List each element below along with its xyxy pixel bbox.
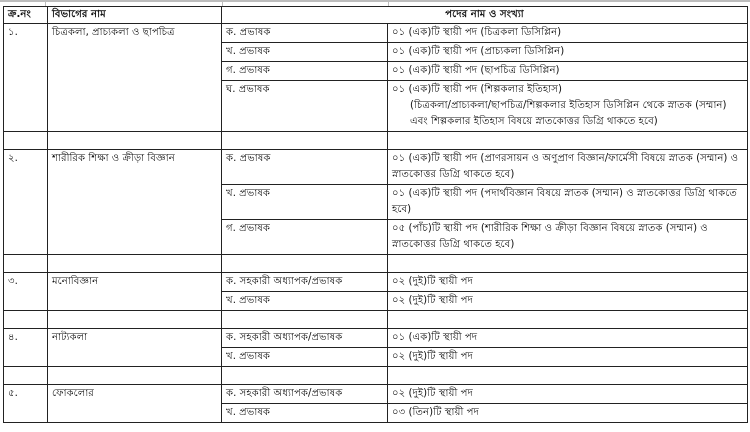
header-posts: পদের নাম ও সংখ্যা xyxy=(222,7,748,24)
detail-line: ০১ (এক)টি স্থায়ী পদ (শিল্পকলার ইতিহাস) xyxy=(392,84,562,95)
dept-serial: ৪. xyxy=(4,329,48,367)
detail-cell: ০১ (এক)টি স্থায়ী পদ (ছাপচিত্র ডিসিপ্লিন) xyxy=(388,62,748,81)
position-cell: ক. সহকারী অধ্যাপক/প্রভাষক xyxy=(222,273,388,292)
position-cell: ক. সহকারী অধ্যাপক/প্রভাষক xyxy=(222,385,388,404)
position-cell: ক. প্রভাষক xyxy=(222,150,388,185)
dept-serial: ২. xyxy=(4,150,48,255)
detail-note: (চিত্রকলা/প্রাচ্যকলা/ছাপচিত্র/শিল্পকলার ইতিহাস ডিসিপ্লিন থেকে স্নাতক (সম্মান) এবং শিল্পকলার ইতিহাস বিষয়ে স্নাতকোত্তর ডিগ্রি থাকতে হবে) xyxy=(410,100,727,127)
detail-cell: ০৩ (তিন)টি স্থায়ী পদ xyxy=(388,404,748,423)
table-header-row xyxy=(4,7,748,24)
detail-cell: ০২ (দুই)টি স্থায়ী পদ xyxy=(388,385,748,404)
detail-cell: ০১ (এক)টি স্থায়ী পদ (প্রাণরসায়ন ও অণুপ্রাণ বিজ্ঞান/ফার্মেসী বিষয়ে স্নাতক (সম্মান) ও স্নাতকোত্তর ডিগ্রি থাকতে হবে) xyxy=(388,150,748,185)
detail-cell: ০১ (এক)টি স্থায়ী পদ (প্রাচ্যকলা ডিসিপ্লিন) xyxy=(388,43,748,62)
detail-cell: ০১ (এক)টি স্থায়ী পদ xyxy=(388,329,748,348)
dept-serial: ৩. xyxy=(4,273,48,311)
detail-cell: ০২ (দুই)টি স্থায়ী পদ xyxy=(388,348,748,367)
detail-cell: ০১ (এক)টি স্থায়ী পদ (পদার্থবিজ্ঞান বিষয়ে স্নাতক (সম্মান) ও স্নাতকোত্তর ডিগ্রি থাকতে হবে) xyxy=(388,185,748,220)
dept-serial: ৫. xyxy=(4,385,48,423)
position-cell: ক. সহকারী অধ্যাপক/প্রভাষক xyxy=(222,329,388,348)
position-cell: খ. প্রভাষক xyxy=(222,185,388,220)
table-row xyxy=(4,24,748,43)
dept-name: ফোকলোর xyxy=(48,385,222,423)
position-cell: গ. প্রভাষক xyxy=(222,62,388,81)
table-row xyxy=(4,329,748,348)
dept-name: শারীরিক শিক্ষা ও ক্রীড়া বিজ্ঞান xyxy=(48,150,222,255)
header-serial: ক্র.নং xyxy=(4,7,48,24)
table-row xyxy=(4,273,748,292)
spacer-row xyxy=(4,311,748,329)
position-cell: খ. প্রভাষক xyxy=(222,348,388,367)
position-cell: ঘ. প্রভাষক xyxy=(222,81,388,132)
detail-cell: ০৫ (পাঁচ)টি স্থায়ী পদ (শারীরিক শিক্ষা ও ক্রীড়া বিজ্ঞান বিষয়ে স্নাতক (সম্মান) ও স্নাতকোত্তর ডিগ্রি থাকতে হবে) xyxy=(388,220,748,255)
spacer-row xyxy=(4,255,748,273)
position-cell: খ. প্রভাষক xyxy=(222,404,388,423)
table-row xyxy=(4,150,748,185)
table-row xyxy=(4,385,748,404)
position-cell: গ. প্রভাষক xyxy=(222,220,388,255)
dept-name: চিত্রকলা, প্রাচ্যকলা ও ছাপচিত্র xyxy=(48,24,222,132)
dept-name: নাট্যকলা xyxy=(48,329,222,367)
spacer-row xyxy=(4,132,748,150)
header-department: বিভাগের নাম xyxy=(48,7,222,24)
detail-cell: ০২ (দুই)টি স্থায়ী পদ xyxy=(388,292,748,311)
posts-table xyxy=(3,6,748,423)
position-cell: ক. প্রভাষক xyxy=(222,24,388,43)
position-cell: খ. প্রভাষক xyxy=(222,43,388,62)
detail-cell: ০১ (এক)টি স্থায়ী পদ (চিত্রকলা ডিসিপ্লিন) xyxy=(388,24,748,43)
top-border-line xyxy=(0,0,750,2)
dept-serial: ১. xyxy=(4,24,48,132)
detail-cell xyxy=(388,81,748,132)
detail-cell: ০২ (দুই)টি স্থায়ী পদ xyxy=(388,273,748,292)
position-cell: খ. প্রভাষক xyxy=(222,292,388,311)
dept-name: মনোবিজ্ঞান xyxy=(48,273,222,311)
spacer-row xyxy=(4,367,748,385)
